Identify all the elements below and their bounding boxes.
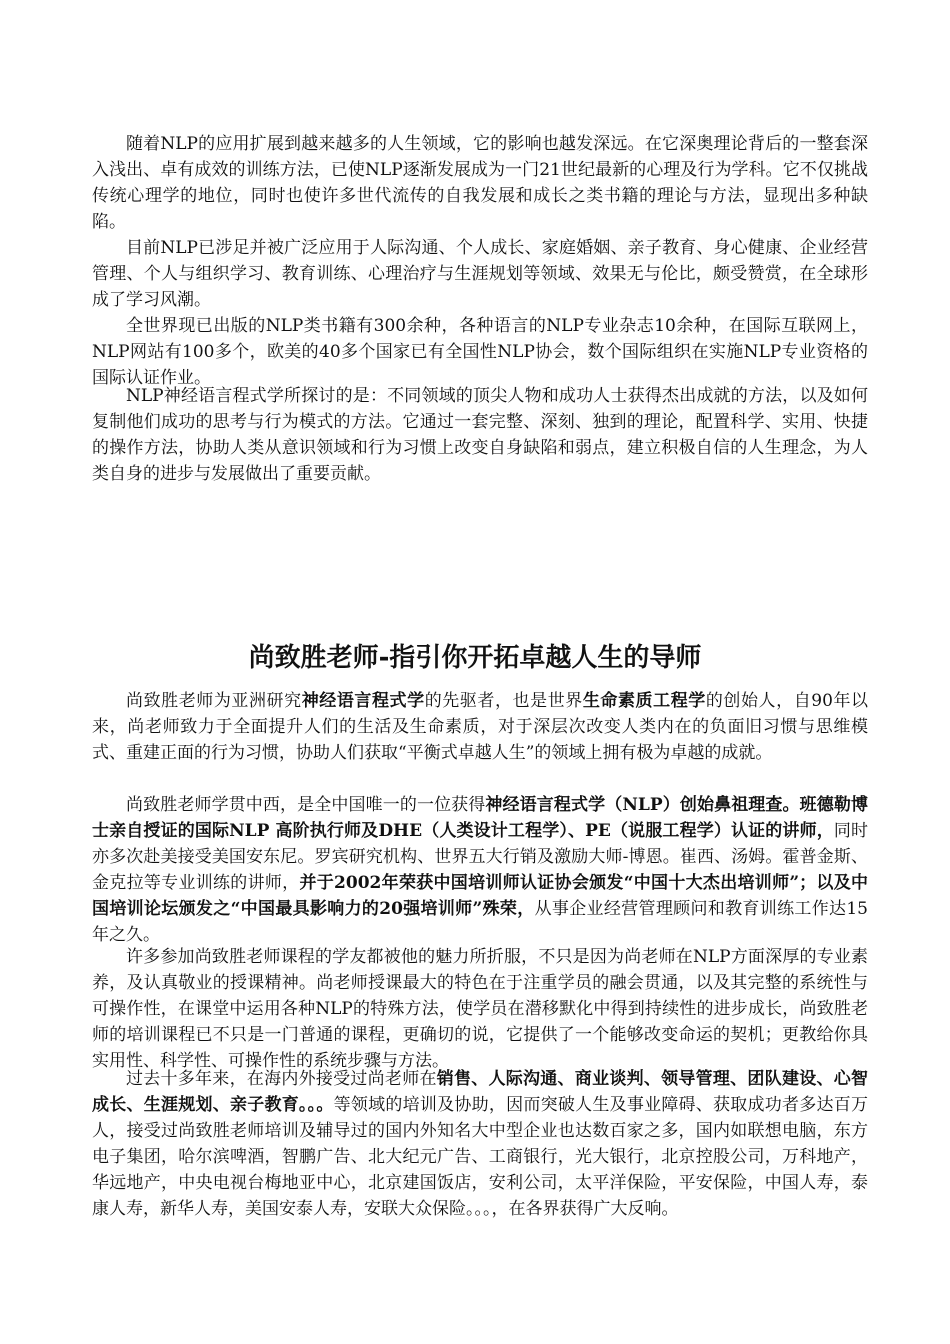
intro-paragraph-2: 目前NLP已涉足并被广泛应用于人际沟通、个人成长、家庭婚姻、亲子教育、身心健康、企业经营管理、个人与组织学习、教育训练、心理治疗与生涯规划等领域、效果无与伦比，颇受赞赏，在全球形成了学习风潮。: [92, 238, 868, 310]
text-run: 尚致胜老师为亚洲研究: [126, 691, 302, 711]
bold-text: 生命素质工程学: [582, 691, 706, 711]
text-run: 同时亦多次赴美接受美国安东尼。罗宾研究机构、世界五大行销及激励大师-博恩。崔西、汤姆。霍普金斯、金克拉等专业训练的讲师，: [92, 821, 869, 893]
bio-paragraph-4: [92, 1066, 868, 1222]
intro-paragraph-3: 全世界现已出版的NLP类书籍有300余种，各种语言的NLP专业杂志10余种，在国际互联网上，NLP网站有100多个，欧美的40多个国家已有全国性NLP协会，数个国际组织在实施NLP专业资格的国际认证作业。: [92, 316, 868, 388]
intro-paragraph-1: 随着NLP的应用扩展到越来越多的人生领域，它的影响也越发深远。在它深奥理论背后的一整套深入浅出、卓有成效的训练方法，已使NLP逐渐发展成为一门21世纪最新的心理及行为学科。它不仅挑战传统心理学的地位，同时也使许多世代流传的自我发展和成长之类书籍的理论与方法，显现出多种缺陷。: [92, 134, 868, 232]
bold-text: 神经语言程式学: [301, 691, 425, 711]
text-run: 的先驱者，也是世界: [424, 691, 583, 711]
text-run: 过去十多年来，在海内外接受过尚老师在: [126, 1069, 437, 1089]
text-run: 等领域的培训及协助，因而突破人生及事业障碍、获取成功者多达百万人，接受过尚致胜老师培训及辅导过的国内外知名大中型企业也达数百家之多，国内如联想电脑，东方电子集团，哈尔滨啤酒，智鹏广告、北大纪元广告、工商银行，光大银行，北京控股公司，万科地产，华远地产，中央电视台梅地亚中心，北京建国饭店，安利公司，太平洋保险，平安保险，中国人寿，泰康人寿，新华人寿，美国安泰人寿，安联大众保险。。。，在各界获得广大反响。: [92, 1095, 869, 1219]
bold-text: 并于2002年荣获中国培训师认证协会颁发“中国十大杰出培训师”；以及中国培训论坛颁发之“中国最具影响力的20强培训师”殊荣，: [92, 873, 868, 919]
bio-paragraph-1: [92, 688, 868, 766]
text-run: 尚致胜老师学贯中西，是全中国唯一的一位获得: [126, 795, 486, 815]
text-run: 从事企业经营管理顾问和教育训练工作达15年之久。: [92, 899, 868, 945]
bio-paragraph-2: [92, 792, 868, 948]
section-title: 尚致胜老师-指引你开拓卓越人生的导师: [248, 643, 702, 673]
bio-paragraph-3: 许多参加尚致胜老师课程的学友都被他的魅力所折服，不只是因为尚老师在NLP方面深厚的专业素养，及认真敬业的授课精神。尚老师授课最大的特色在于注重学员的融会贯通，以及其完整的系统性与可操作性，在课堂中运用各种NLP的特殊方法，使学员在潜移默化中得到持续性的进步成长，尚致胜老师的培训课程已不只是一门普通的课程，更确切的说，它提供了一个能够改变命运的契机；更教给你具实用性、科学性、可操作性的系统步骤与方法。: [92, 947, 868, 1071]
bold-text: 销售、人际沟通、商业谈判、领导管理、团队建设、心智成长、生涯规划、亲子教育。。。: [92, 1069, 869, 1115]
text-run: 的创始人，自90年以来，尚老师致力于全面提升人们的生活及生命素质，对于深层次改变人类内在的负面旧习惯与思维模式、重建正面的行为习惯，协助人们获取“平衡式卓越人生”的领域上拥有极为卓越的成就。: [92, 691, 869, 763]
bold-text: 神经语言程式学（NLP）创始鼻祖理查。班德勒博士亲自授证的国际NLP 高阶执行师及DHE（人类设计工程学）、PE（说服工程学）认证的讲师，: [92, 795, 868, 841]
intro-paragraph-4: NLP神经语言程式学所探讨的是：不同领域的顶尖人物和成功人士获得杰出成就的方法，以及如何复制他们成功的思考与行为模式的方法。它通过一套完整、深刻、独到的理论，配置科学、实用、快捷的操作方法，协助人类从意识领域和行为习惯上改变自身缺陷和弱点，建立积极自信的人生理念，为人类自身的进步与发展做出了重要贡献。: [92, 386, 868, 484]
